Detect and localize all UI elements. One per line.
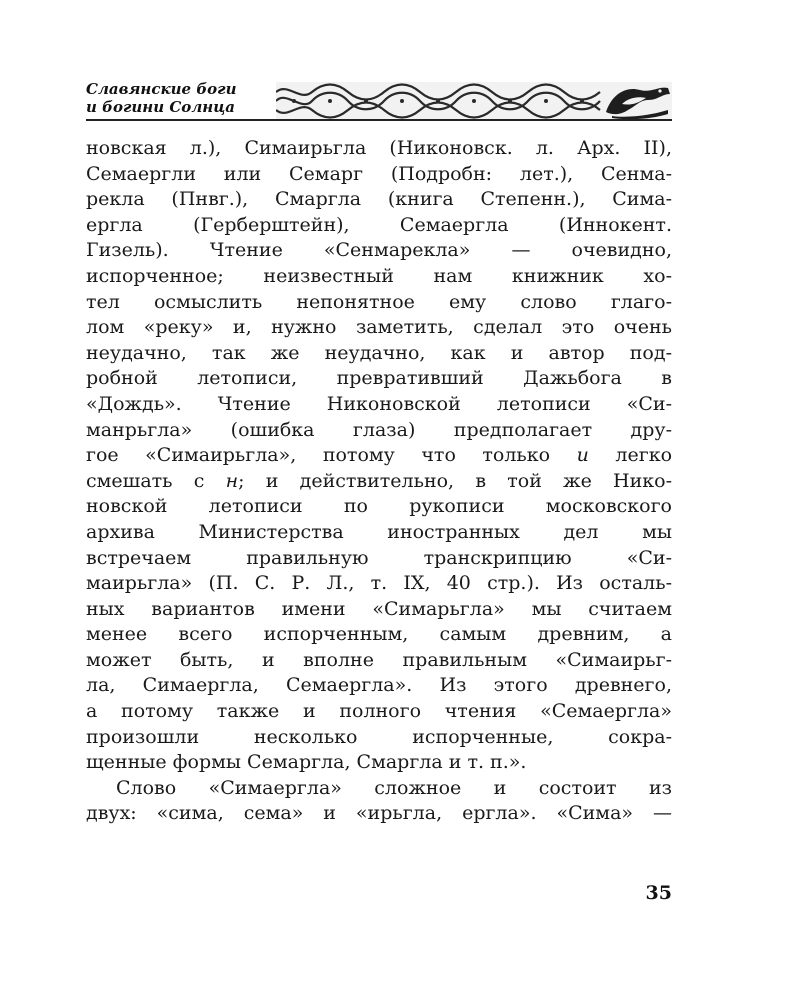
text-line: произошли несколько испорченные, сокра- <box>86 725 672 748</box>
italic-letter: и <box>576 444 589 467</box>
text-line: ла, Симаергла, Семаергла». Из этого древнего, <box>86 674 672 697</box>
knotwork-ornament-icon <box>276 82 672 120</box>
text-segment: ; и действительно, в той же Нико- <box>238 469 673 492</box>
text-line: новской летописи по рукописи московского <box>86 495 672 518</box>
body-text <box>86 136 672 827</box>
text-line: Слово «Симаергла» сложное и состоит из <box>116 776 672 799</box>
text-line: «Дождь». Чтение Никоновской летописи «Си- <box>86 392 672 415</box>
text-segment: смешать с <box>86 469 226 492</box>
text-line: тел осмыслить непонятное ему слово глаго- <box>86 290 672 313</box>
text-line: ных вариантов имени «Симарьгла» мы считаем <box>86 597 672 620</box>
header-title-line-2: и богини Солнца <box>86 98 235 116</box>
text-line: ергла (Герберштейн), Семаергла (Иннокент. <box>86 213 672 236</box>
text-line <box>86 469 672 495</box>
text-line: Семаергли или Семарг (Подробн: лет.), Сенма- <box>86 162 672 185</box>
text-line: испорченное; неизвестный нам книжник хо- <box>86 264 672 287</box>
text-line: рекла (Пнвг.), Смаргла (книга Степенн.), Сима- <box>86 188 672 211</box>
running-header-title <box>86 80 237 116</box>
text-line: лом «реку» и, нужно заметить, сделал это очень <box>86 316 672 339</box>
text-line: новская л.), Симаирьгла (Никоновск. л. Арх. II), <box>86 137 672 159</box>
text-segment: легко <box>588 444 673 467</box>
text-line: архива Министерства иностранных дел мы <box>86 520 672 543</box>
text-line: робной летописи, превративший Дажьбога в <box>86 367 672 390</box>
header-rule <box>86 119 672 121</box>
text-line: манрьгла» (ошибка глаза) предполагает дру- <box>86 418 672 441</box>
text-line: менее всего испорченным, самым древним, а <box>86 623 672 646</box>
page-number: 35 <box>645 882 672 904</box>
text-line: а потому также и полного чтения «Семаергла» <box>86 700 672 723</box>
text-line: щенные формы Семаргла, Смаргла и т. п.». <box>86 751 527 774</box>
text-line: может быть, и вполне правильным «Симаирьг- <box>86 648 672 671</box>
running-header <box>86 80 672 128</box>
text-line: Гизель). Чтение «Сенмарекла» — очевидно, <box>86 239 672 262</box>
text-segment: гое «Симаирьгла», потому что только <box>86 444 577 467</box>
italic-letter: н <box>225 469 239 492</box>
text-line: двух: «сима, сема» и «ирьгла, ергла». «Сима» — <box>86 802 672 825</box>
text-line: маирьгла» (П. С. Р. Л., т. IX, 40 стр.). Из осталь- <box>86 572 672 595</box>
text-line <box>86 443 672 469</box>
header-title-line-1: Славянские боги <box>86 80 237 98</box>
text-line: неудачно, так же неудачно, как и автор под- <box>86 341 672 364</box>
text-line: встречаем правильную транскрипцию «Си- <box>86 546 672 569</box>
